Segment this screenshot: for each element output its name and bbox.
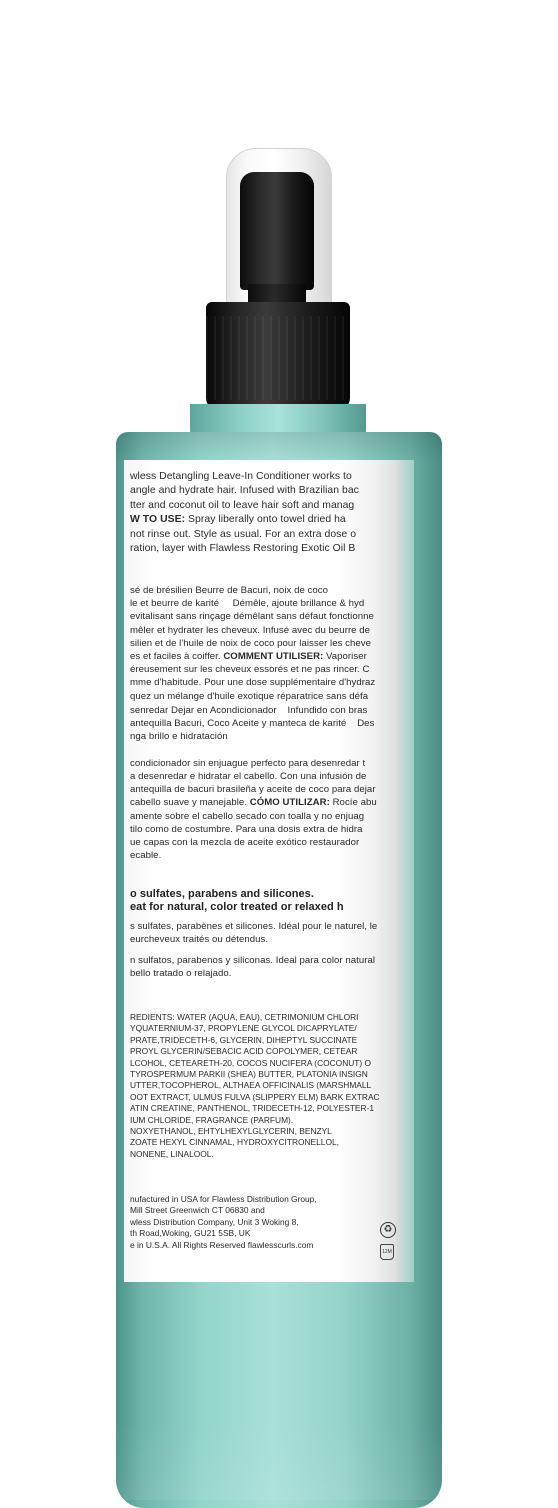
label-free-from-fr <box>130 920 396 946</box>
label-line: mêler et hydrater les cheveux. Infusé avec du beurre de <box>130 624 371 636</box>
label-line: LCOHOL, CETEARETH-20, COCOS NUCIFERA (COCONUT) O <box>130 1057 372 1068</box>
label-line: ue capas con la mezcla de aceite exótico restaurador <box>130 837 360 849</box>
label-line: silien et de l'huile de noix de coco pour laisser les cheve <box>130 637 372 649</box>
label-line: angle and hydrate hair. Infused with Brazilian bac <box>130 485 359 497</box>
collar-ribs <box>206 316 350 400</box>
label-line: e in U.S.A. All Rights Reserved flawlesscurls.com <box>130 1239 314 1250</box>
label-line: quez un mélange d'huile exotique réparatrice sans défa <box>130 690 369 702</box>
label-line: mme d'habitude. Pour une dose supplémentaire d'hydraz <box>130 677 376 689</box>
label-line: ecable. <box>130 850 162 862</box>
label-line: cabello suave y manejable. CÓMO UTILIZAR: Rocíe abu <box>130 797 377 809</box>
label-french <box>130 584 396 703</box>
bottle-base <box>116 1420 442 1500</box>
label-line: o sulfates, parabens and silicones. <box>130 888 314 900</box>
label-line: not rinse out. Style as usual. For an extra dose o <box>130 528 357 540</box>
pao-icon: 12M <box>380 1244 394 1260</box>
label-line: nga brillo e hidratación <box>130 731 228 743</box>
product-label <box>124 460 396 1282</box>
label-line: a desenredar e hidratar el cabello. Con una infusión de <box>130 771 367 783</box>
label-line: le et beurre de karité Démêle, ajoute brillance & hyd <box>130 598 365 610</box>
label-free-from <box>130 888 396 914</box>
label-free-from-es <box>130 954 396 980</box>
label-line: wless Detangling Leave-In Conditioner works to <box>130 471 352 482</box>
label-line: s sulfates, parabènes et silicones. Idéal pour le naturel, le <box>130 921 378 932</box>
recycle-icon: ♻ <box>380 1222 396 1238</box>
label-line: ration, layer with Flawless Restoring Exotic Oil B <box>130 543 356 555</box>
label-line: nufactured in USA for Flawless Distribution Group, <box>130 1194 317 1204</box>
spray-nozzle <box>240 172 314 290</box>
label-line: W TO USE: Spray liberally onto towel dried ha <box>130 514 346 526</box>
label-line: UTTER,TOCOPHEROL, ALTHAEA OFFICINALIS (MARSHMALL <box>130 1080 372 1091</box>
label-line: NONENE, LINALOOL. <box>130 1148 214 1159</box>
label-line: PROYL GLYCERIN/SEBACIC ACID COPOLYMER, CETEAR <box>130 1046 358 1057</box>
label-line: Mill Street Greenwich CT 06830 and <box>130 1205 265 1216</box>
label-line: REDIENTS: WATER (AQUA, EAU), CETRIMONIUM CHLORI <box>130 1012 359 1022</box>
label-line: ATIN CREATINE, PANTHENOL, TRIDECETH-12, POLYESTER-1 <box>130 1103 374 1114</box>
bottle-shoulder <box>116 432 442 462</box>
label-line: tilo como de costumbre. Para una dosis extra de hidra <box>130 823 363 835</box>
label-line: ZOATE HEXYL CINNAMAL, HYDROXYCITRONELLOL, <box>130 1137 339 1148</box>
label-line: tter and coconut oil to leave hair soft and manag <box>130 499 355 511</box>
label-line: n sulfatos, parabenos y siliconas. Ideal para color natural <box>130 955 376 966</box>
label-line: antequilla Bacuri, Coco Aceite y manteca de karité Des <box>130 718 375 730</box>
label-line: es et faciles à coiffer. COMMENT UTILISER: Vaporiser <box>130 651 367 663</box>
label-line: IUM CHLORIDE, FRAGRANCE (PARFUM). <box>130 1114 294 1125</box>
label-manufacturer <box>130 1194 396 1251</box>
label-line: amente sobre el cabello secado con toalla y no enjuag <box>130 810 365 822</box>
label-line: antequilla de bacuri brasileña y aceite de coco para dejar <box>130 784 376 796</box>
label-line: sé de brésilien Beurre de Bacuri, noix de coco <box>130 585 329 596</box>
label-line: condicionador sin enjuague perfecto para desenredar t <box>130 757 366 769</box>
label-spanish <box>130 704 396 862</box>
label-line: senredar Dejar en Acondicionador Infundido con bras <box>130 705 368 716</box>
label-line: éreusement sur les cheveux essorés et ne pas rincer. C <box>130 664 370 676</box>
label-line: PRATE,TRIDECETH-6, GLYCERIN, DIHEPTYL SUCCINATE <box>130 1034 358 1045</box>
label-english <box>130 470 396 556</box>
label-line: wless Distribution Company, Unit 3 Woking 8, <box>130 1216 299 1227</box>
label-line: TYROSPERMUM PARKII (SHEA) BUTTER, PLATONIA INSIGN <box>130 1069 368 1080</box>
label-edge <box>396 460 414 1282</box>
label-ingredients <box>130 1012 396 1160</box>
label-line: bello tratado o relajado. <box>130 968 232 979</box>
label-line: eurcheveux traités ou détendus. <box>130 934 269 945</box>
label-line: th Road,Woking, GU21 5SB, UK <box>130 1228 251 1239</box>
label-line: evitalisant sans rinçage démêlant sans défaut fonctionne <box>130 611 374 623</box>
label-line: YQUATERNIUM-37, PROPYLENE GLYCOL DICAPRYLATE/ <box>130 1023 357 1034</box>
label-line: OOT EXTRACT, ULMUS FULVA (SLIPPERY ELM) BARK EXTRAC <box>130 1091 380 1102</box>
label-line: eat for natural, color treated or relaxed h <box>130 901 344 913</box>
label-line: NOXYETHANOL, EHTYLHEXYLGLYCERIN, BENZYL <box>130 1126 332 1137</box>
